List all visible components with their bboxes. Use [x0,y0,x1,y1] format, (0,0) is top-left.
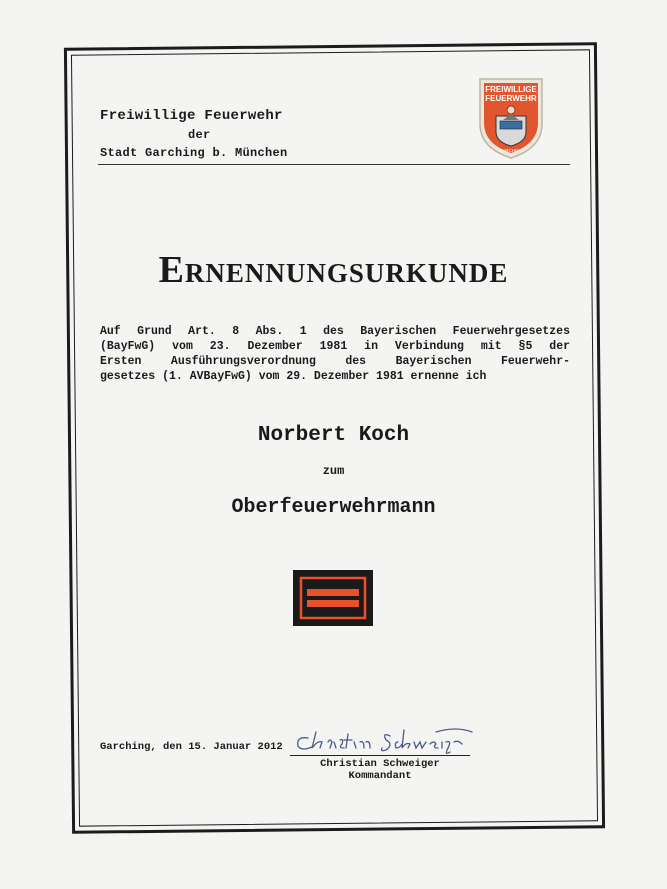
header-city: Stadt Garching b. München [100,146,288,160]
fire-brigade-crest-icon [476,76,546,160]
rank-title: Oberfeuerwehrmann [231,496,436,519]
rank-insignia-icon [293,570,373,626]
header-rule [98,164,570,165]
legal-basis-text [100,324,570,384]
crest-text-bottom: GARCHING [498,148,524,153]
signature-line [290,755,470,756]
signer-role: Kommandant [348,770,412,782]
legal-basis-line: (BayFwG) vom 23. Dezember 1981 in Verbindung mit §5 der [100,340,570,353]
document-title: Ernennungsurkunde [158,249,509,291]
header-der: der [188,128,211,142]
legal-basis-line: Auf Grund Art. 8 Abs. 1 des Bayerischen Feuerwehrgesetzes [100,325,570,338]
crest-text-mid: FEUERWEHR [485,94,537,103]
header-organization: Freiwillige Feuerwehr [100,108,283,124]
connector-word: zum [322,464,345,478]
crest-text-top: FREIWILLIGE [485,85,537,94]
legal-basis-line: Ersten Ausführungsverordnung des Bayerischen Feuerwehr- [100,355,570,368]
legal-basis-line: gesetzes (1. AVBayFwG) vom 29. Dezember 1981 ernenne ich [100,370,487,383]
signer-name: Christian Schweiger [320,758,440,770]
place-and-date: Garching, den 15. Januar 2012 [100,741,283,753]
handwritten-signature [286,718,476,758]
recipient-name: Norbert Koch [257,424,410,447]
